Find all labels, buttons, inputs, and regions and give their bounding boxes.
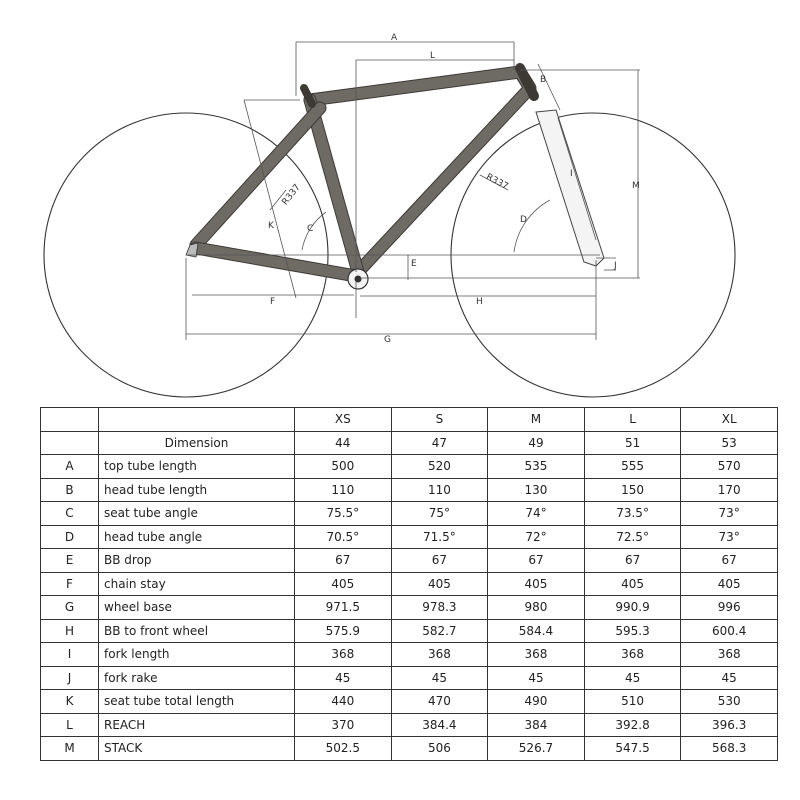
row-value: 384 xyxy=(488,713,585,737)
row-letter: L xyxy=(41,713,99,737)
row-value: 405 xyxy=(681,572,778,596)
row-letter: E xyxy=(41,549,99,573)
row-letter: A xyxy=(41,455,99,479)
row-value: 530 xyxy=(681,690,778,714)
dimension-value: 51 xyxy=(584,431,681,455)
row-value: 110 xyxy=(295,478,392,502)
row-value: 73° xyxy=(681,525,778,549)
label-radius-seat: R337 xyxy=(280,182,303,208)
table-row xyxy=(41,666,778,690)
size-header-xs: XS xyxy=(295,408,392,432)
row-value: 555 xyxy=(584,455,681,479)
row-value: 72° xyxy=(488,525,585,549)
label-A: A xyxy=(391,33,398,43)
size-header-m: M xyxy=(488,408,585,432)
row-value: 75° xyxy=(391,502,488,526)
label-F: F xyxy=(270,297,276,307)
row-label: STACK xyxy=(99,737,295,761)
row-value: 440 xyxy=(295,690,392,714)
label-H: H xyxy=(476,297,483,307)
row-value: 520 xyxy=(391,455,488,479)
row-value: 368 xyxy=(295,643,392,667)
row-value: 384.4 xyxy=(391,713,488,737)
row-value: 990.9 xyxy=(584,596,681,620)
row-value: 980 xyxy=(488,596,585,620)
size-header-row xyxy=(41,408,778,432)
dimension-value: 47 xyxy=(391,431,488,455)
row-value: 368 xyxy=(488,643,585,667)
label-J: J xyxy=(614,261,617,271)
row-value: 575.9 xyxy=(295,619,392,643)
row-label: fork length xyxy=(99,643,295,667)
label-L: L xyxy=(430,51,436,61)
row-value: 405 xyxy=(391,572,488,596)
frame xyxy=(196,68,534,276)
row-value: 67 xyxy=(488,549,585,573)
row-value: 600.4 xyxy=(681,619,778,643)
row-value: 368 xyxy=(584,643,681,667)
row-value: 584.4 xyxy=(488,619,585,643)
row-value: 506 xyxy=(391,737,488,761)
row-label: wheel base xyxy=(99,596,295,620)
label-M: M xyxy=(632,181,640,191)
row-label: chain stay xyxy=(99,572,295,596)
label-E: E xyxy=(411,259,417,269)
row-value: 370 xyxy=(295,713,392,737)
row-value: 978.3 xyxy=(391,596,488,620)
table-row xyxy=(41,572,778,596)
row-label: REACH xyxy=(99,713,295,737)
row-label: seat tube angle xyxy=(99,502,295,526)
table-row xyxy=(41,713,778,737)
table-row xyxy=(41,502,778,526)
row-value: 470 xyxy=(391,690,488,714)
label-G: G xyxy=(384,335,391,345)
row-value: 70.5° xyxy=(295,525,392,549)
table-row xyxy=(41,455,778,479)
row-value: 45 xyxy=(295,666,392,690)
row-value: 500 xyxy=(295,455,392,479)
row-label: BB to front wheel xyxy=(99,619,295,643)
row-value: 110 xyxy=(391,478,488,502)
table-row xyxy=(41,478,778,502)
row-label: fork rake xyxy=(99,666,295,690)
row-letter: F xyxy=(41,572,99,596)
row-value: 526.7 xyxy=(488,737,585,761)
table-row xyxy=(41,525,778,549)
row-letter: G xyxy=(41,596,99,620)
table-row xyxy=(41,643,778,667)
row-value: 535 xyxy=(488,455,585,479)
row-value: 150 xyxy=(584,478,681,502)
bottom-bracket-center xyxy=(355,276,362,283)
dimension-value: 44 xyxy=(295,431,392,455)
row-label: top tube length xyxy=(99,455,295,479)
row-value: 170 xyxy=(681,478,778,502)
label-D: D xyxy=(520,215,527,225)
row-label: head tube angle xyxy=(99,525,295,549)
table-row xyxy=(41,549,778,573)
row-value: 45 xyxy=(681,666,778,690)
row-value: 368 xyxy=(681,643,778,667)
label-C: C xyxy=(307,224,314,234)
row-value: 547.5 xyxy=(584,737,681,761)
row-value: 368 xyxy=(391,643,488,667)
dimension-value: 53 xyxy=(681,431,778,455)
row-value: 971.5 xyxy=(295,596,392,620)
dimension-letter-cell xyxy=(41,431,99,455)
row-value: 582.7 xyxy=(391,619,488,643)
row-value: 45 xyxy=(584,666,681,690)
dimension-label: Dimension xyxy=(99,431,295,455)
size-header-xl: XL xyxy=(681,408,778,432)
table-row xyxy=(41,690,778,714)
row-value: 396.3 xyxy=(681,713,778,737)
row-value: 392.8 xyxy=(584,713,681,737)
row-value: 595.3 xyxy=(584,619,681,643)
row-value: 72.5° xyxy=(584,525,681,549)
row-value: 405 xyxy=(584,572,681,596)
row-value: 67 xyxy=(295,549,392,573)
table-row xyxy=(41,737,778,761)
row-letter: D xyxy=(41,525,99,549)
row-label: BB drop xyxy=(99,549,295,573)
size-header-l: L xyxy=(584,408,681,432)
size-header-s: S xyxy=(391,408,488,432)
row-value: 502.5 xyxy=(295,737,392,761)
header-empty-cell xyxy=(41,408,99,432)
row-value: 45 xyxy=(391,666,488,690)
table-row xyxy=(41,596,778,620)
dimension-row xyxy=(41,431,778,455)
row-value: 130 xyxy=(488,478,585,502)
row-value: 73.5° xyxy=(584,502,681,526)
label-radius-front: R337 xyxy=(484,172,510,193)
row-value: 570 xyxy=(681,455,778,479)
row-label: seat tube total length xyxy=(99,690,295,714)
row-letter: M xyxy=(41,737,99,761)
row-letter: H xyxy=(41,619,99,643)
row-value: 45 xyxy=(488,666,585,690)
row-letter: J xyxy=(41,666,99,690)
row-value: 996 xyxy=(681,596,778,620)
row-letter: I xyxy=(41,643,99,667)
row-value: 74° xyxy=(488,502,585,526)
row-value: 405 xyxy=(488,572,585,596)
row-value: 405 xyxy=(295,572,392,596)
row-value: 568.3 xyxy=(681,737,778,761)
row-letter: C xyxy=(41,502,99,526)
label-I: I xyxy=(570,169,573,179)
dimension-value: 49 xyxy=(488,431,585,455)
fork xyxy=(536,110,604,266)
row-value: 75.5° xyxy=(295,502,392,526)
row-value: 71.5° xyxy=(391,525,488,549)
label-K: K xyxy=(268,221,274,231)
row-value: 73° xyxy=(681,502,778,526)
label-B: B xyxy=(540,75,547,85)
row-value: 67 xyxy=(584,549,681,573)
row-value: 67 xyxy=(391,549,488,573)
row-value: 67 xyxy=(681,549,778,573)
geometry-table xyxy=(40,407,778,761)
row-value: 510 xyxy=(584,690,681,714)
row-label: head tube length xyxy=(99,478,295,502)
header-empty-cell xyxy=(99,408,295,432)
table-row xyxy=(41,619,778,643)
row-letter: B xyxy=(41,478,99,502)
row-value: 490 xyxy=(488,690,585,714)
row-letter: K xyxy=(41,690,99,714)
